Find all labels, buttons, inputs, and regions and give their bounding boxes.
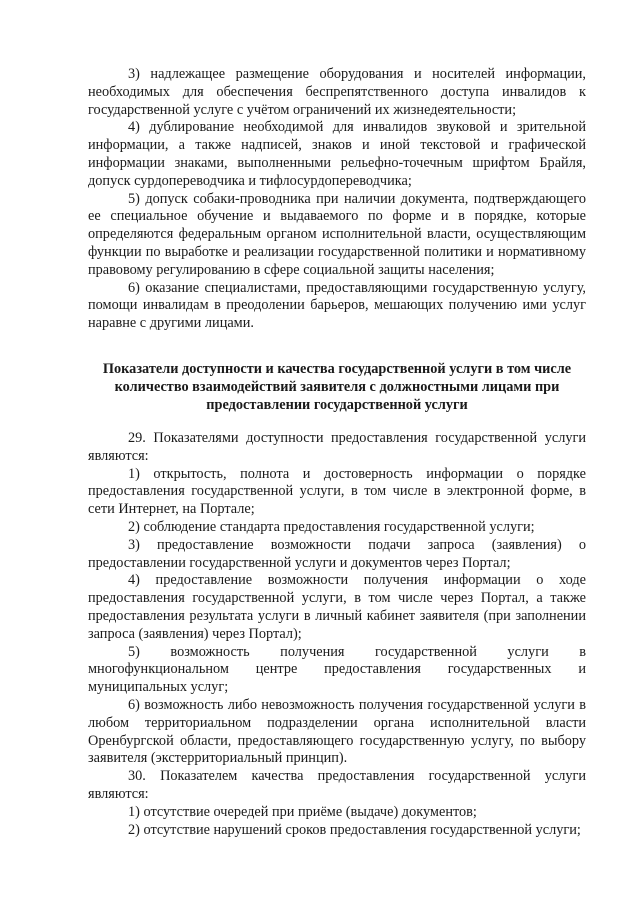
paragraph-29: 29. Показателями доступности предоставления государственной услуги являются: — [88, 430, 586, 464]
list-item: 2) соблюдение стандарта предоставления государственной услуги; — [128, 518, 535, 535]
list-item: 1) открытость, полнота и достоверность информации о порядке предоставления государственной услуги, в том числе в электронной форме, в сети Интернет, на Портале; — [88, 465, 586, 518]
list-item: 6) оказание специалистами, предоставляющими государственную услугу, помощи инвалидам в преодолении барьеров, мешающих получению ими услуг наравне с другими лицами. — [88, 279, 586, 332]
list-item: 6) возможность либо невозможность получения государственной услуги в любом территориальном подразделении органа исполнительной власти Оренбургской области, предоставляющего государственную услугу, по выбору заявителя (экстерриториальный принцип). — [88, 696, 586, 767]
paragraph-30: 30. Показателем качества предоставления государственной услуги являются: — [88, 768, 586, 802]
list-item: 3) надлежащее размещение оборудования и носителей информации, необходимых для обеспечения беспрепятственного доступа инвалидов к государственной услуге с учётом ограничений их жизнедеятельности; — [88, 66, 586, 118]
list-item: 2) отсутствие нарушений сроков предоставления государственной услуги; — [128, 821, 581, 838]
list-item: 1) отсутствие очередей при приёме (выдаче) документов; — [128, 803, 477, 820]
list-block-indicators — [88, 430, 586, 839]
list-block-accessibility-measures — [88, 66, 586, 333]
list-item: 5) допуск собаки-проводника при наличии документа, подтверждающего ее специальное обучение и выдаваемого по форме и в порядке, которые определяются федеральным органом исполнительной власти, осуществляющим функции по выработке и реализации государственной политики и нормативному правовому регулированию в сфере социальной защиты населения; — [88, 190, 586, 278]
section-heading-block — [88, 361, 586, 414]
list-item: 4) дублирование необходимой для инвалидов звуковой и зрительной информации, а также надписей, знаков и иной текстовой и графической информации знаками, выполненными рельефно-точечным шрифтом Брайля, допуск сурдопереводчика и тифлосурдопереводчика; — [88, 119, 586, 189]
list-item: 3) предоставление возможности подачи запроса (заявления) о предоставлении государственной услуги и документов через Портал; — [88, 536, 586, 571]
list-item: 5) возможность получения государственной услуги в многофункциональном центре предоставления государственных и муниципальных услуг; — [88, 643, 586, 696]
section-heading: Показатели доступности и качества государственной услуги в том числе количество взаимодействий заявителя с должностными лицами при предоставлении государственной услуги — [102, 361, 572, 413]
list-item: 4) предоставление возможности получения информации о ходе предоставления государственной услуги, в том числе через Портал, а также предоставления результата услуги в личный кабинет заявителя (при заполнении запроса (заявления) через Портал); — [88, 572, 586, 642]
